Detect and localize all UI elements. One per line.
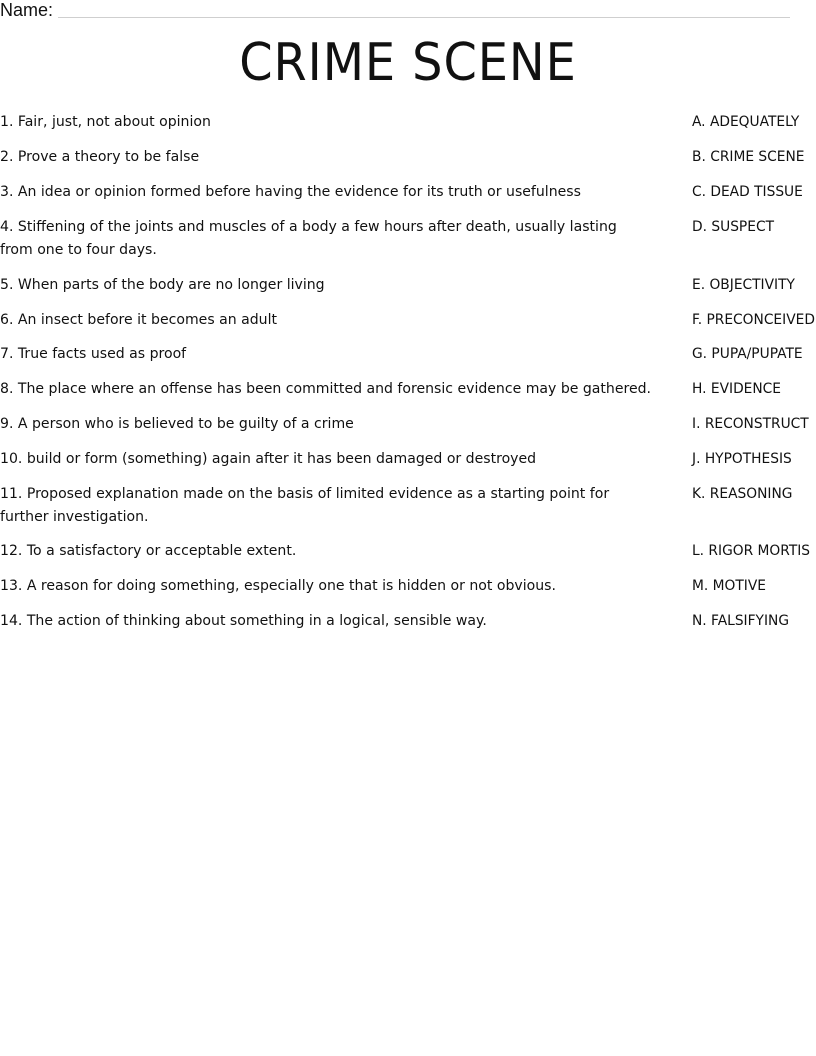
answer-option: F. PRECONCEIVED [692, 312, 815, 328]
clue-text: 1. Fair, just, not about opinion [0, 114, 211, 130]
answer-option: A. ADEQUATELY [692, 114, 800, 130]
answer-option: K. REASONING [692, 486, 793, 502]
clue-text: 4. Stiffening of the joints and muscles of a body a few hours after death, usually lasting from one to four days. [0, 219, 617, 258]
clue-text: 6. An insect before it becomes an adult [0, 312, 278, 328]
clue-text: 3. An idea or opinion formed before having the evidence for its truth or usefulness [0, 184, 581, 200]
clue-text: 10. build or form (something) again after it has been damaged or destroyed [0, 451, 537, 467]
answer-option: B. CRIME SCENE [692, 149, 805, 165]
answer-option: E. OBJECTIVITY [692, 277, 795, 293]
clue-text: 9. A person who is believed to be guilty of a crime [0, 416, 354, 432]
clue-text: 14. The action of thinking about something in a logical, sensible way. [0, 613, 487, 629]
clue-text: 12. To a satisfactory or acceptable extent. [0, 543, 297, 559]
answer-option: H. EVIDENCE [692, 381, 782, 397]
clue-text: 11. Proposed explanation made on the basis of limited evidence as a starting point for further investigation. [0, 486, 610, 525]
clue-text: 5. When parts of the body are no longer living [0, 277, 325, 293]
name-row [0, 0, 790, 22]
answer-option: L. RIGOR MORTIS [692, 543, 811, 559]
answer-option: N. FALSIFYING [692, 613, 790, 629]
clue-text: 7. True facts used as proof [0, 346, 187, 362]
answer-option: D. SUSPECT [692, 219, 774, 235]
name-label: Name: [0, 0, 54, 20]
worksheet-title: CRIME SCENE [239, 33, 577, 93]
answer-option: C. DEAD TISSUE [692, 184, 803, 200]
name-blank-line [58, 17, 790, 18]
clue-text: 13. A reason for doing something, especially one that is hidden or not obvious. [0, 578, 556, 594]
answer-option: J. HYPOTHESIS [692, 451, 792, 467]
answer-option: I. RECONSTRUCT [692, 416, 809, 432]
clue-text: 8. The place where an offense has been committed and forensic evidence may be gathered. [0, 381, 652, 397]
answer-option: G. PUPA/PUPATE [692, 346, 803, 362]
answer-option: M. MOTIVE [692, 578, 766, 594]
clue-text: 2. Prove a theory to be false [0, 149, 200, 165]
